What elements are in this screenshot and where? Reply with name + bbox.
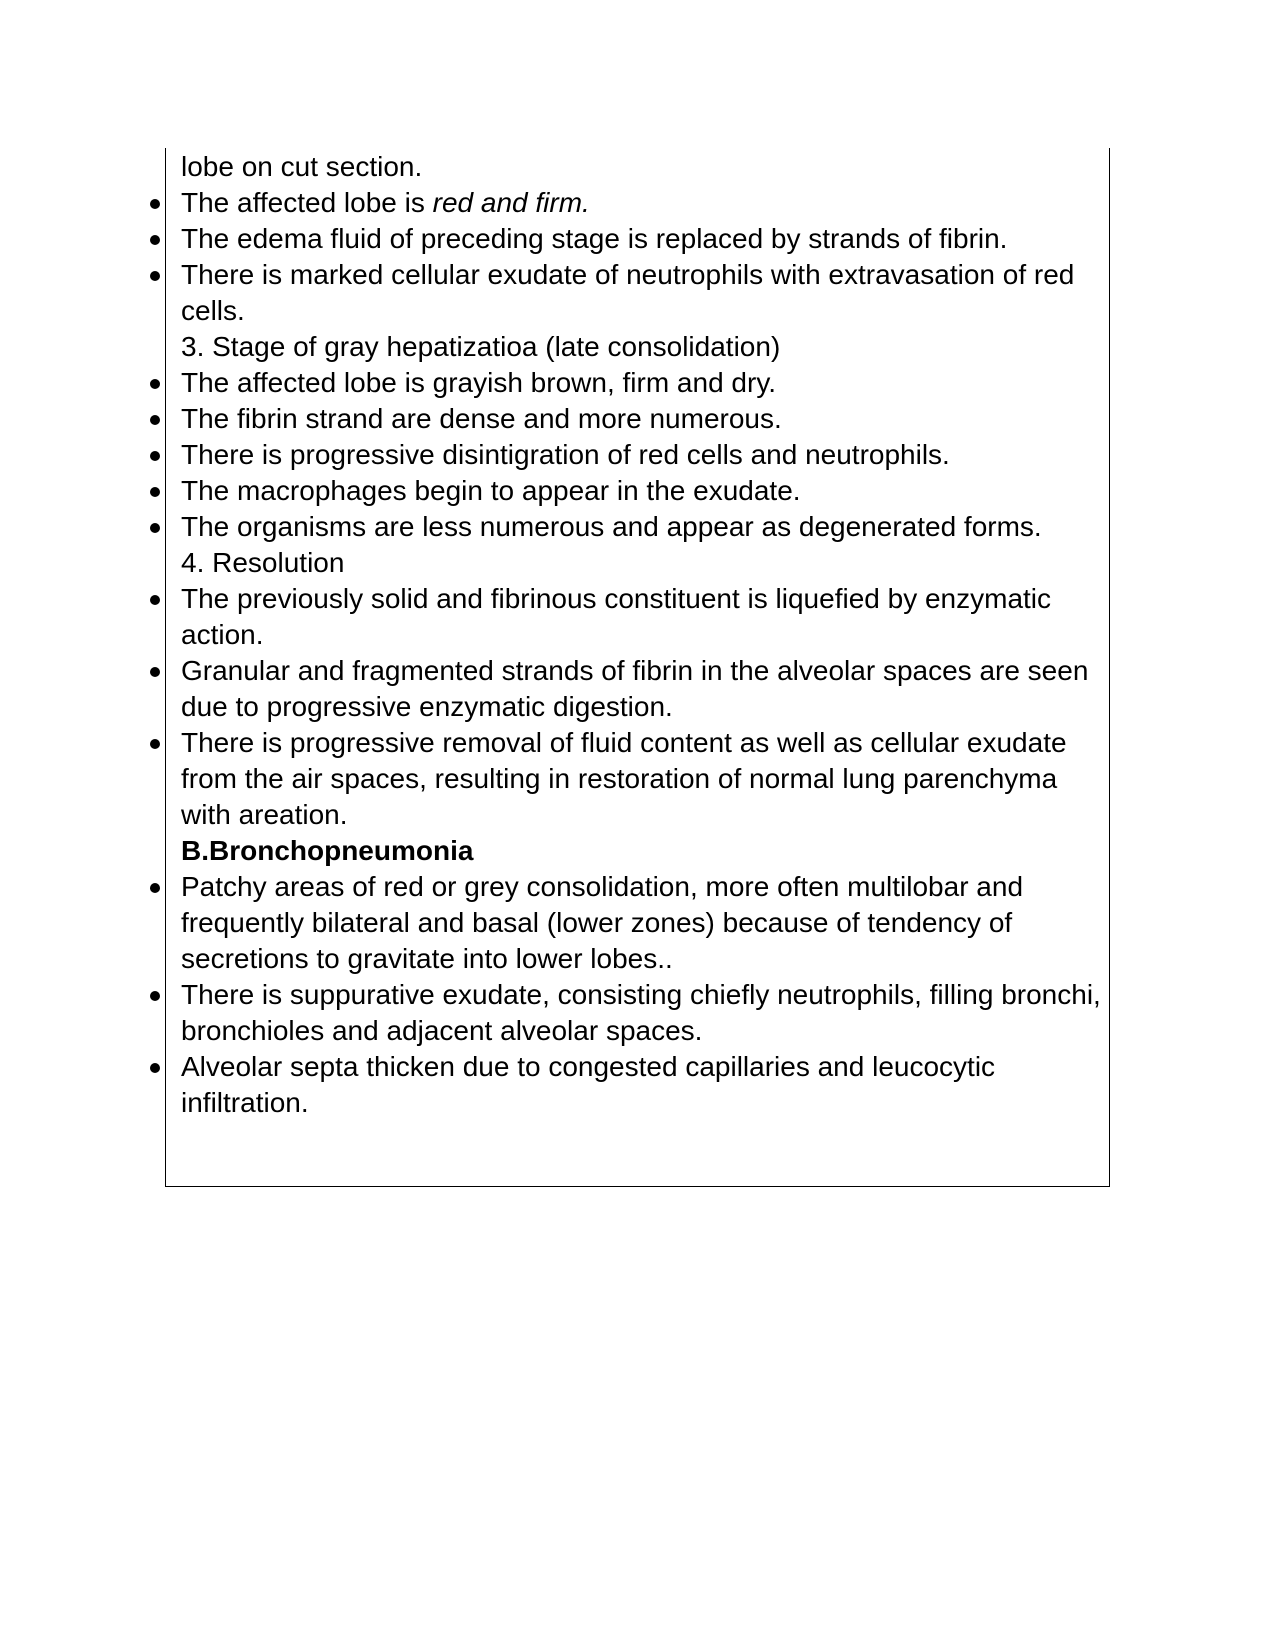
list-item-text: There is progressive removal of fluid content as well as cellular exudate from the air spaces, resulting in restoration of normal lung parenchyma with areation. <box>181 727 1067 830</box>
list-item-text: The previously solid and fibrinous constituent is liquefied by enzymatic action. <box>181 583 1052 650</box>
list-item-text: The fibrin strand are dense and more numerous. <box>181 403 782 434</box>
section-title: B.Bronchopneumonia <box>181 835 474 866</box>
list-item-text: The edema fluid of preceding stage is replaced by strands of fibrin. <box>181 223 1008 254</box>
bullet-icon <box>150 415 160 425</box>
section-heading: 3. Stage of gray hepatizatioa (late consolidation) <box>181 331 781 362</box>
list-item <box>181 581 1106 653</box>
list-item <box>181 977 1106 1049</box>
list-item <box>181 509 1106 545</box>
list-item <box>181 473 1106 509</box>
bullet-icon <box>150 199 160 209</box>
bullet-icon <box>150 595 160 605</box>
bullet-icon <box>150 1063 160 1073</box>
bullet-icon <box>150 379 160 389</box>
list-item-text: There is marked cellular exudate of neutrophils with extravasation of red cells. <box>181 259 1075 326</box>
list-item-text: Granular and fragmented strands of fibrin in the alveolar spaces are seen due to progressive enzymatic digestion. <box>181 655 1089 722</box>
list-item-text: The macrophages begin to appear in the exudate. <box>181 475 801 506</box>
list-item-text: There is progressive disintigration of red cells and neutrophils. <box>181 439 950 470</box>
bullet-icon <box>150 739 160 749</box>
list-item-text: There is suppurative exudate, consisting chiefly neutrophils, filling bronchi, bronchioles and adjacent alveolar spaces. <box>181 979 1101 1046</box>
list-item <box>181 257 1106 329</box>
bullet-icon <box>150 271 160 281</box>
bullet-icon <box>150 235 160 245</box>
list-item <box>181 401 1106 437</box>
list-item-text: Patchy areas of red or grey consolidation, more often multilobar and frequently bilateral and basal (lower zones) because of tendency of secretions to gravitate into lower lobes.. <box>181 871 1024 974</box>
list-item <box>181 869 1106 977</box>
bullet-icon <box>150 883 160 893</box>
list-item-emphasis: red and firm. <box>432 187 590 218</box>
list-item <box>181 1049 1106 1121</box>
document-body <box>181 149 1106 1121</box>
list-item-text: The affected lobe is <box>181 187 433 218</box>
section-heading: 4. Resolution <box>181 547 345 578</box>
bullet-icon <box>150 487 160 497</box>
list-item <box>181 221 1106 257</box>
list-item-text: The affected lobe is grayish brown, firm and dry. <box>181 367 777 398</box>
bullet-icon <box>150 451 160 461</box>
list-item <box>181 653 1106 725</box>
list-item-text: The organisms are less numerous and appear as degenerated forms. <box>181 511 1042 542</box>
bullet-icon <box>150 991 160 1001</box>
list-item-text: Alveolar septa thicken due to congested capillaries and leucocytic infiltration. <box>181 1051 996 1118</box>
list-item <box>181 185 1106 221</box>
bullet-icon <box>150 523 160 533</box>
bullet-icon <box>150 667 160 677</box>
list-item <box>181 365 1106 401</box>
text-line: lobe on cut section. <box>181 151 423 182</box>
list-item <box>181 437 1106 473</box>
list-item <box>181 725 1106 833</box>
